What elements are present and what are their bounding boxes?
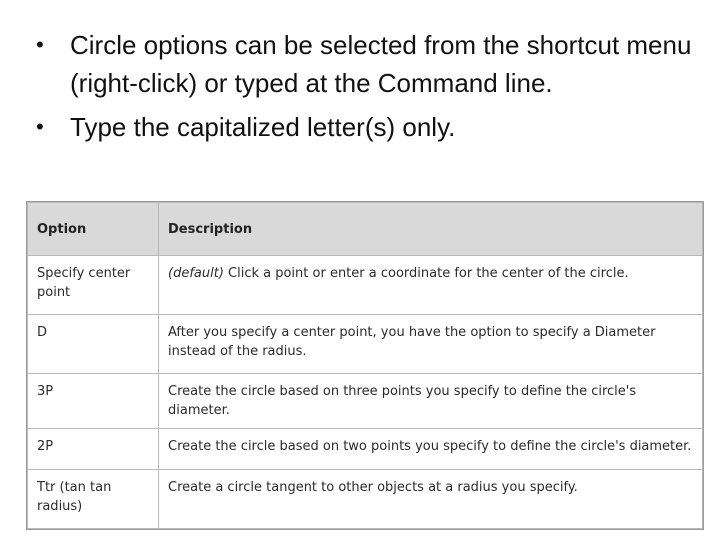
bullet-icon: • xyxy=(36,32,44,57)
options-table-container xyxy=(26,201,704,530)
description-prefix: (default) xyxy=(168,266,224,281)
description-cell: Create the circle based on two points you specify to define the circle's diameter. xyxy=(159,429,703,470)
description-cell: Create the circle based on three points you specify to define the circle's diameter. xyxy=(159,374,703,429)
bullet-text: Circle options can be selected from the shortcut menu (right-click) or typed at the Command line. xyxy=(70,30,692,98)
table-row xyxy=(28,429,703,470)
description-text: Click a point or enter a coordinate for the center of the circle. xyxy=(223,266,629,281)
bullet-item xyxy=(36,108,696,146)
bullet-list xyxy=(36,26,696,152)
table-row xyxy=(28,315,703,374)
bullet-icon: • xyxy=(36,114,44,139)
table-row xyxy=(28,470,703,529)
option-cell: Specify center point xyxy=(28,256,159,315)
bullet-text: Type the capitalized letter(s) only. xyxy=(70,112,456,142)
bullet-item xyxy=(36,26,696,102)
option-cell: 3P xyxy=(28,374,159,429)
option-cell: D xyxy=(28,315,159,374)
header-description: Description xyxy=(159,203,703,256)
table-header-row xyxy=(28,203,703,256)
description-cell: After you specify a center point, you have the option to specify a Diameter instead of the radius. xyxy=(159,315,703,374)
circle-options-table xyxy=(27,202,703,529)
description-cell: Create a circle tangent to other objects at a radius you specify. xyxy=(159,470,703,529)
description-cell xyxy=(159,256,703,315)
option-cell: Ttr (tan tan radius) xyxy=(28,470,159,529)
table-row xyxy=(28,256,703,315)
table-row xyxy=(28,374,703,429)
header-option: Option xyxy=(28,203,159,256)
option-cell: 2P xyxy=(28,429,159,470)
